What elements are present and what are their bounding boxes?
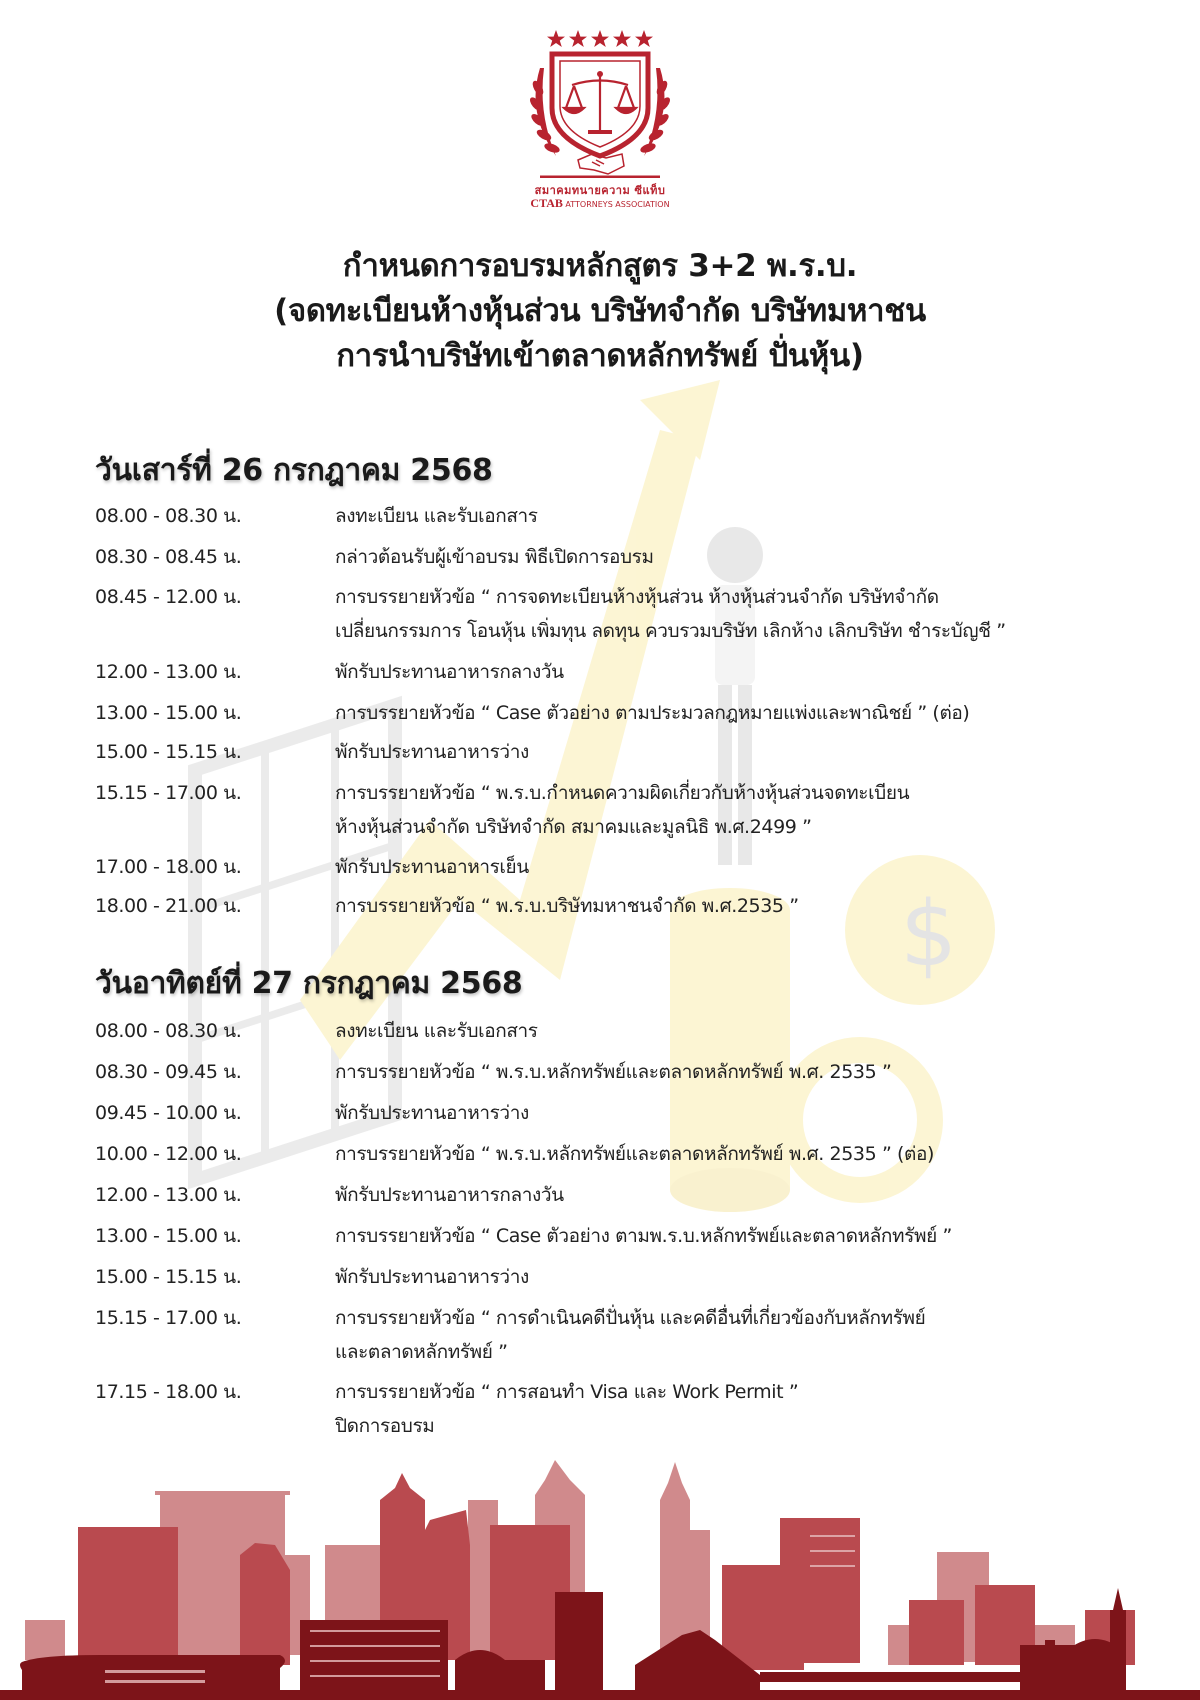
session-description [335, 1375, 1125, 1443]
schedule-row [95, 540, 1125, 574]
session-time: 15.00 - 15.15 น. [95, 1266, 242, 1288]
day-heading-saturday: วันเสาร์ที่ 26 กรกฎาคม 2568 [95, 453, 493, 488]
session-description-line: การบรรยายหัวข้อ “ พ.ร.บ.กำหนดความผิดเกี่ยวกับห้างหุ้นส่วนจดทะเบียน [335, 782, 910, 804]
session-description: ลงทะเบียน และรับเอกสาร [335, 505, 538, 527]
session-time: 09.45 - 10.00 น. [95, 1102, 242, 1124]
logo-name-thai: สมาคมทนายความ ซีแท็บ [534, 184, 666, 197]
session-time: 08.30 - 09.45 น. [95, 1061, 242, 1083]
session-time: 17.15 - 18.00 น. [95, 1381, 242, 1403]
svg-text:$: $ [900, 882, 958, 987]
session-description: พักรับประทานอาหารกลางวัน [335, 661, 564, 683]
session-description: พักรับประทานอาหารเย็น [335, 856, 529, 878]
session-description: พักรับประทานอาหารว่าง [335, 741, 529, 763]
session-description-line: การบรรยายหัวข้อ “ การจดทะเบียนห้างหุ้นส่วน ห้างหุ้นส่วนจำกัด บริษัทจำกัด [335, 586, 939, 608]
schedule-row [95, 696, 1125, 730]
schedule-row [95, 1219, 1125, 1253]
session-time: 08.00 - 08.30 น. [95, 505, 242, 527]
session-time: 18.00 - 21.00 น. [95, 895, 242, 917]
session-time: 15.15 - 17.00 น. [95, 782, 242, 804]
five-stars-icon [547, 30, 653, 47]
schedule-row [95, 1260, 1125, 1294]
session-time: 12.00 - 13.00 น. [95, 661, 242, 683]
schedule-row [95, 889, 1125, 923]
schedule-row [95, 1096, 1125, 1130]
session-description-line: เปลี่ยนกรรมการ โอนหุ้น เพิ่มทุน ลดทุน ควบรวมบริษัท เลิกห้าง เลิกบริษัท ชำระบัญชี ” [335, 620, 1006, 642]
session-description: พักรับประทานอาหารกลางวัน [335, 1184, 564, 1206]
schedule-row [95, 850, 1125, 884]
page-title [0, 244, 1200, 379]
logo-name-english [500, 196, 700, 211]
session-time: 13.00 - 15.00 น. [95, 1225, 242, 1247]
title-line-1: กำหนดการอบรมหลักสูตร 3+2 พ.ร.บ. [342, 248, 858, 284]
session-description-line: การบรรยายหัวข้อ “ การดำเนินคดีปั่นหุ้น และคดีอื่นที่เกี่ยวข้องกับหลักทรัพย์ [335, 1307, 926, 1329]
schedule-row [95, 1301, 1125, 1369]
session-description: การบรรยายหัวข้อ “ Case ตัวอย่าง ตามพ.ร.บ.หลักทรัพย์และตลาดหลักทรัพย์ ” [335, 1225, 952, 1247]
logo-subtitle: ATTORNEYS ASSOCIATION [565, 200, 670, 209]
schedule-row [95, 1137, 1125, 1171]
session-description-line: การบรรยายหัวข้อ “ การสอนทำ Visa และ Work Permit ” [335, 1381, 799, 1403]
session-time: 12.00 - 13.00 น. [95, 1184, 242, 1206]
schedule-row [95, 1055, 1125, 1089]
city-skyline-illustration [0, 1440, 1200, 1700]
session-time: 08.45 - 12.00 น. [95, 586, 242, 608]
session-description: การบรรยายหัวข้อ “ พ.ร.บ.หลักทรัพย์และตลาดหลักทรัพย์ พ.ศ. 2535 ” [335, 1061, 892, 1083]
session-description: พักรับประทานอาหารว่าง [335, 1102, 529, 1124]
session-description: การบรรยายหัวข้อ “ Case ตัวอย่าง ตามประมวลกฎหมายแพ่งและพาณิชย์ ” (ต่อ) [335, 702, 970, 724]
session-description-line: และตลาดหลักทรัพย์ ” [335, 1341, 508, 1363]
schedule-row [95, 655, 1125, 689]
schedule-row [95, 1375, 1125, 1443]
schedule-row [95, 776, 1125, 844]
session-description [335, 580, 1125, 648]
session-time: 15.15 - 17.00 น. [95, 1307, 242, 1329]
session-time: 17.00 - 18.00 น. [95, 856, 242, 878]
session-description: กล่าวต้อนรับผู้เข้าอบรม พิธีเปิดการอบรม [335, 546, 654, 568]
schedule-row [95, 1014, 1125, 1048]
session-time: 13.00 - 15.00 น. [95, 702, 242, 724]
handshake-icon [578, 154, 624, 174]
session-time: 10.00 - 12.00 น. [95, 1143, 242, 1165]
session-description: พักรับประทานอาหารว่าง [335, 1266, 529, 1288]
scales-of-justice-emblem-icon [500, 28, 700, 178]
session-description-line: ปิดการอบรม [335, 1415, 435, 1437]
session-time: 08.00 - 08.30 น. [95, 1020, 242, 1042]
schedule-row [95, 499, 1125, 533]
session-description: การบรรยายหัวข้อ “ พ.ร.บ.บริษัทมหาชนจำกัด พ.ศ.2535 ” [335, 895, 799, 917]
day-heading-sunday: วันอาทิตย์ที่ 27 กรกฎาคม 2568 [95, 966, 523, 1001]
schedule-row [95, 1178, 1125, 1212]
schedule-row [95, 735, 1125, 769]
session-description [335, 776, 1125, 844]
session-description: การบรรยายหัวข้อ “ พ.ร.บ.หลักทรัพย์และตลาดหลักทรัพย์ พ.ศ. 2535 ” (ต่อ) [335, 1143, 935, 1165]
ctab-logo [500, 28, 700, 218]
logo-abbreviation: CTAB [530, 196, 563, 210]
schedule-row [95, 580, 1125, 648]
session-description: ลงทะเบียน และรับเอกสาร [335, 1020, 538, 1042]
session-description-line: ห้างหุ้นส่วนจำกัด บริษัทจำกัด สมาคมและมูลนิธิ พ.ศ.2499 ” [335, 816, 812, 838]
session-time: 08.30 - 08.45 น. [95, 546, 242, 568]
title-line-2: (จดทะเบียนห้างหุ้นส่วน บริษัทจำกัด บริษัทมหาชน [274, 293, 926, 329]
session-description [335, 1301, 1125, 1369]
session-time: 15.00 - 15.15 น. [95, 741, 242, 763]
title-line-3: การนำบริษัทเข้าตลาดหลักทรัพย์ ปั่นหุ้น) [336, 338, 864, 374]
